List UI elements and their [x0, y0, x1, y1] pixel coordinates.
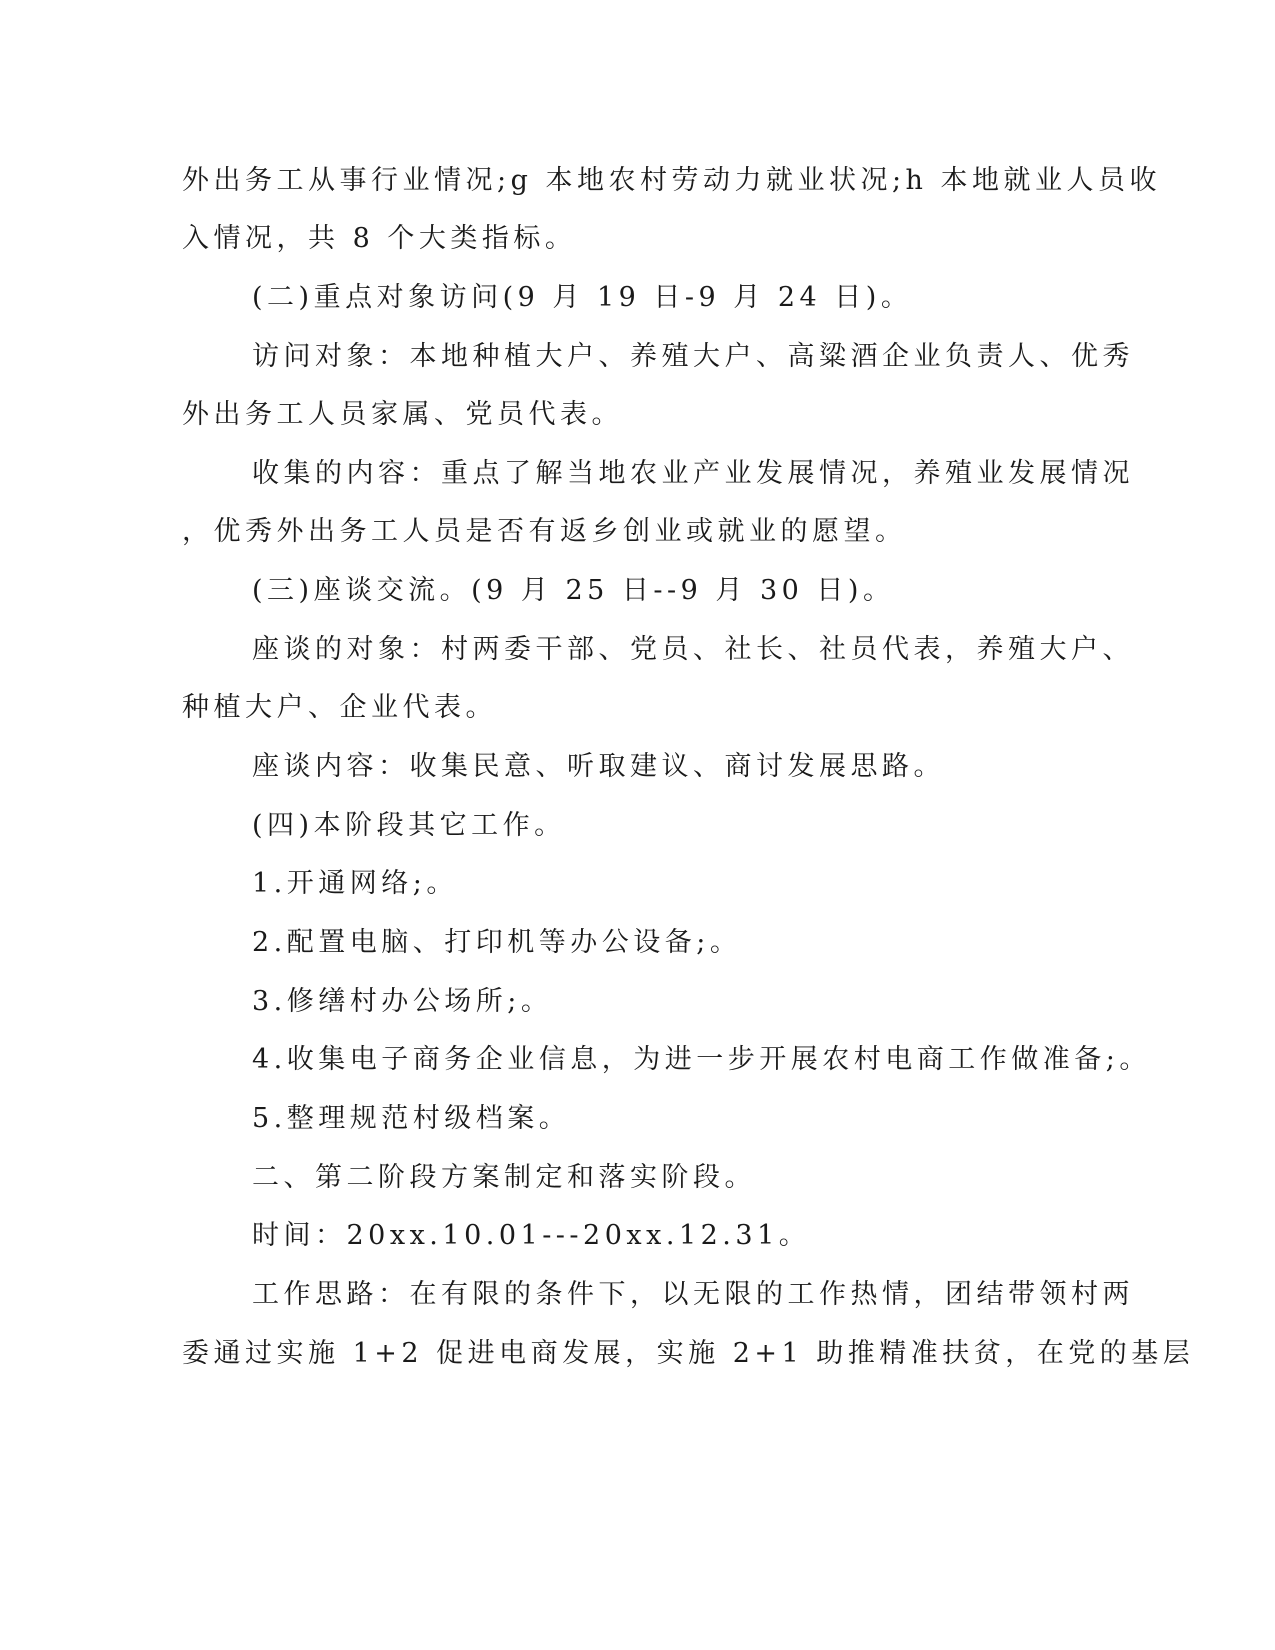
text-line-6: 收集的内容：重点了解当地农业产业发展情况，养殖业发展情况 [252, 458, 1134, 489]
text-line-11: 座谈内容：收集民意、听取建议、商讨发展思路。 [252, 751, 945, 782]
text-line-1: 外出务工从事行业情况;g 本地农村劳动力就业状况;h 本地就业人员收 [182, 165, 1162, 196]
list-item-3: 3.修缮村办公场所;。 [252, 986, 553, 1017]
text-line-2: 入情况，共 8 个大类指标。 [182, 223, 577, 254]
list-item-4: 4.收集电子商务企业信息，为进一步开展农村电商工作做准备;。 [252, 1044, 1151, 1075]
list-item-2: 2.配置电脑、打印机等办公设备;。 [252, 927, 742, 958]
list-item-5: 5.整理规范村级档案。 [252, 1103, 571, 1134]
text-line-21: 委通过实施 1+2 促进电商发展，实施 2+1 助推精准扶贫，在党的基层 [182, 1338, 1195, 1369]
text-line-5: 外出务工人员家属、党员代表。 [182, 399, 623, 430]
stage-two-heading: 二、第二阶段方案制定和落实阶段。 [252, 1162, 756, 1193]
text-line-7: ，优秀外出务工人员是否有返乡创业或就业的愿望。 [182, 516, 907, 547]
time-range-line: 时间：20xx.10.01---20xx.12.31。 [252, 1220, 811, 1251]
section-heading-2: (二)重点对象访问(9 月 19 日-9 月 24 日)。 [252, 282, 913, 313]
text-line-20: 工作思路：在有限的条件下，以无限的工作热情，团结带领村两 [252, 1279, 1134, 1310]
section-heading-3: (三)座谈交流。(9 月 25 日--9 月 30 日)。 [252, 575, 895, 606]
list-item-1: 1.开通网络;。 [252, 868, 458, 899]
text-line-10: 种植大户、企业代表。 [182, 692, 497, 723]
section-heading-4: (四)本阶段其它工作。 [252, 810, 566, 841]
text-line-9: 座谈的对象：村两委干部、党员、社长、社员代表，养殖大户、 [252, 634, 1134, 665]
text-line-4: 访问对象：本地种植大户、养殖大户、高粱酒企业负责人、优秀 [252, 341, 1134, 372]
